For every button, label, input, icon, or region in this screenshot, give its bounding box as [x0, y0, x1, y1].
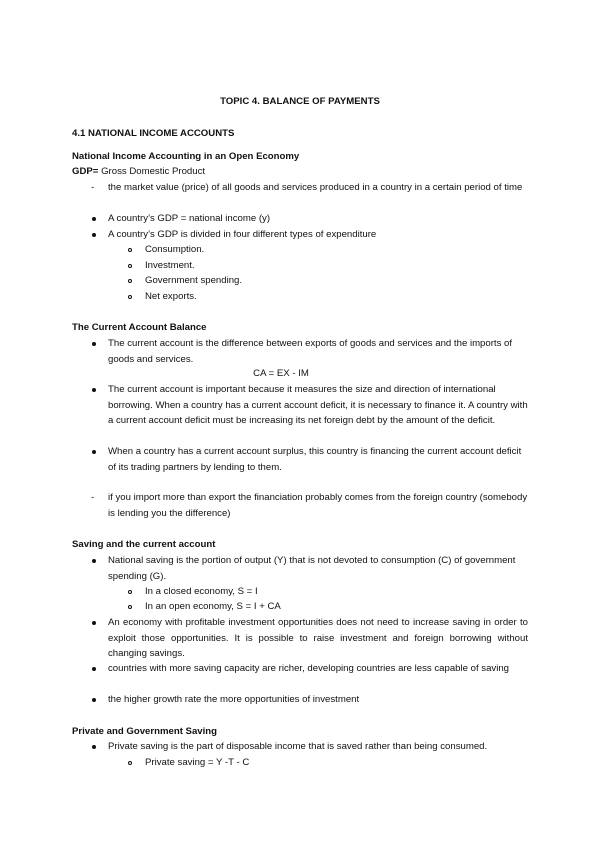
private-saving-formula: Private saving = Y -T - C	[145, 757, 250, 768]
ca-bullet-2: The current account is important because it measures the size and direction of international borrowing. When a country has a current account deficit, it is necessary to finance it. A country with a current account deficit must be increasing its net foreign debt by the amount of the deficit.	[108, 384, 528, 426]
bullet	[92, 450, 96, 454]
saving-bullet-1: National saving is the portion of output (Y) that is not devoted to consumption (C) of government spending (G).	[108, 555, 516, 582]
gdp-definition	[72, 164, 205, 180]
sub-bullet	[128, 279, 132, 283]
private-saving-bullet: Private saving is the part of disposable income that is saved rather than being consumed.	[108, 741, 488, 752]
dash-marker: -	[91, 182, 95, 193]
heading-saving: Saving and the current account	[72, 539, 216, 550]
gdp-def: Gross Domestic Product	[98, 166, 206, 177]
expenditure-item: Government spending.	[145, 275, 243, 286]
sub-bullet	[128, 248, 132, 252]
sub-bullet	[128, 761, 132, 765]
bullet	[92, 342, 96, 346]
bullet	[92, 621, 96, 625]
bullet	[92, 388, 96, 392]
bullet	[92, 667, 96, 671]
expenditure-item: Net exports.	[145, 291, 197, 302]
heading-current-account: The Current Account Balance	[72, 322, 207, 333]
heading-private-government-saving: Private and Government Saving	[72, 726, 218, 737]
ca-formula: CA = EX - IM	[253, 368, 309, 379]
ca-dash-note: if you import more than export the financiation probably comes from the foreign country (somebody is lending you the difference)	[108, 492, 528, 519]
bullet	[92, 217, 96, 221]
bullet	[92, 745, 96, 749]
heading-national-income: National Income Accounting in an Open Economy	[72, 151, 300, 162]
dash-marker: -	[91, 492, 95, 503]
page-title: TOPIC 4. BALANCE OF PAYMENTS	[220, 96, 380, 107]
gdp-bullet-2: A country’s GDP is divided in four different types of expenditure	[108, 229, 377, 240]
saving-sub-1: In a closed economy, S = I	[145, 586, 258, 597]
expenditure-item: Consumption.	[145, 244, 205, 255]
ca-bullet-3: When a country has a current account surplus, this country is financing the current account deficit of its trading partners by lending to them.	[108, 446, 522, 473]
ca-bullet-1: The current account is the difference between exports of goods and services and the imports of goods and services.	[108, 338, 513, 365]
bullet	[92, 698, 96, 702]
sub-bullet	[128, 264, 132, 268]
bullet	[92, 559, 96, 563]
gdp-bullet-1: A country’s GDP = national income (y)	[108, 213, 271, 224]
bullet	[92, 233, 96, 237]
saving-bullet-3: countries with more saving capacity are richer, developing countries are less capable of saving	[108, 663, 510, 674]
saving-bullet-4: the higher growth rate the more opportunities of investment	[108, 694, 360, 705]
saving-sub-2: In an open economy, S = I + CA	[145, 601, 281, 612]
gdp-label: GDP=	[72, 166, 99, 177]
saving-bullet-2: An economy with profitable investment opportunities does not need to increase saving in order to exploit those opportunities. It is possible to raise investment and foreign borrowing without changing savings.	[108, 617, 528, 659]
expenditure-item: Investment.	[145, 260, 195, 271]
sub-bullet	[128, 605, 132, 609]
sub-bullet	[128, 295, 132, 299]
gdp-market-value: the market value (price) of all goods and services produced in a country in a certain period of time	[108, 182, 523, 193]
section-heading: 4.1 NATIONAL INCOME ACCOUNTS	[72, 128, 235, 139]
sub-bullet	[128, 590, 132, 594]
